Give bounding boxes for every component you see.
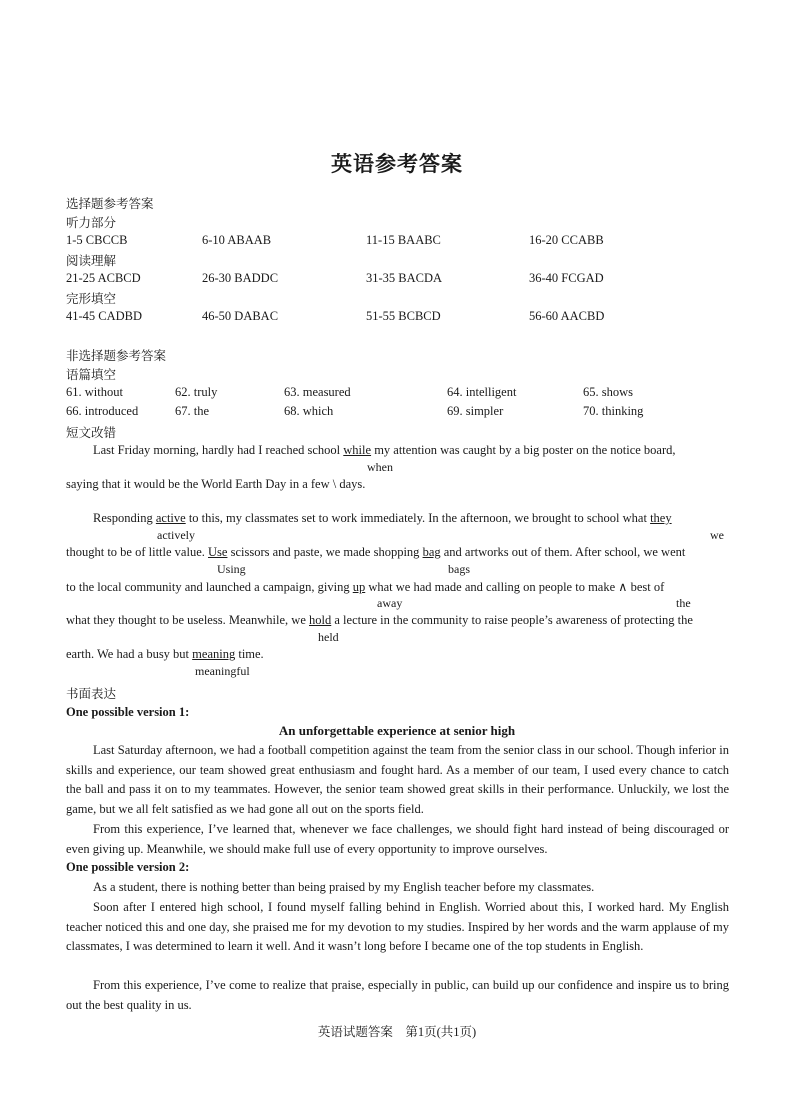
answer-cell: 1-5 CBCCB <box>66 233 128 247</box>
listening-label: 听力部分 <box>66 215 117 230</box>
error-word: up <box>352 580 366 594</box>
correction-fix: we <box>710 528 724 542</box>
version1-label: One possible version 1: <box>66 705 190 719</box>
error-word: they <box>650 511 672 525</box>
cloze-label: 完形填空 <box>66 291 117 306</box>
reading-label: 阅读理解 <box>66 253 117 268</box>
correction-line: Last Friday morning, hardly had I reached school while my attention was caught by a big poster on the notice board, <box>93 443 676 457</box>
answer-cell: 16-20 CCABB <box>529 233 604 247</box>
error-word: meaning <box>192 647 236 661</box>
error-word: Use <box>208 545 228 559</box>
fill-answer: 69. simpler <box>447 404 504 418</box>
grammar-fill-label: 语篇填空 <box>66 367 117 382</box>
correction-line: earth. We had a busy but meaning time. <box>66 647 264 661</box>
error-word: hold <box>309 613 332 627</box>
correction-line: saying that it would be the World Earth Day in a few \ days. <box>66 477 366 491</box>
version2-label: One possible version 2: <box>66 860 190 874</box>
essay-title: An unforgettable experience at senior high <box>278 723 516 738</box>
answer-cell: 46-50 DABAC <box>202 309 279 323</box>
fill-answer: 63. measured <box>284 385 351 399</box>
fill-answer: 62. truly <box>175 385 218 399</box>
error-word: bag <box>422 545 441 559</box>
essay-paragraph: Last Saturday afternoon, we had a football competition against the team from the senior class in our school. Though inferior in skills and experience, our team showed great enthusiasm and fought hard. As a member of our team, I used every chance to catch the ball and pass it on to my teammates. However, the senior team showed great skills in their performance. Unluckily, we lost the game, but we all felt satisfied as we had gone all out on the sports field. <box>66 743 729 816</box>
correction-fix: the <box>676 596 691 610</box>
nonchoice-section-heading: 非选择题参考答案 <box>66 348 167 363</box>
error-word: active <box>155 511 186 525</box>
writing-label: 书面表达 <box>66 686 117 701</box>
correction-fix: Using <box>217 562 246 576</box>
correction-fix: bags <box>448 562 470 576</box>
answer-cell: 21-25 ACBCD <box>66 271 141 285</box>
correction-fix: when <box>367 460 393 474</box>
fill-answer: 66. introduced <box>66 404 139 418</box>
answer-cell: 11-15 BAABC <box>366 233 441 247</box>
fill-answer: 68. which <box>284 404 334 418</box>
choice-section-heading: 选择题参考答案 <box>66 196 154 211</box>
correction-label: 短文改错 <box>66 425 117 440</box>
essay-paragraph: Soon after I entered high school, I found myself falling behind in English. Worried about this, I worked hard. My English teacher noticed this and one day, she praised me for my devotion to my studies. Inspired by her words and the warm applause of my classmates, I was determined to learn it well. And it wasn’t long before I became one of the top students in English. <box>66 900 729 953</box>
answer-cell: 6-10 ABAAB <box>202 233 272 247</box>
correction-fix: away <box>377 596 403 610</box>
answer-cell: 56-60 AACBD <box>529 309 605 323</box>
answer-cell: 41-45 CADBD <box>66 309 143 323</box>
fill-answer: 70. thinking <box>583 404 644 418</box>
fill-answer: 65. shows <box>583 385 634 399</box>
correction-line: to the local community and launched a campaign, giving up what we had made and calling on people to make ∧ best of <box>66 580 665 594</box>
fill-answer: 67. the <box>175 404 210 418</box>
fill-answer: 64. intelligent <box>447 385 517 399</box>
answer-cell: 31-35 BACDA <box>366 271 443 285</box>
correction-fix: held <box>318 630 339 644</box>
correction-line: Responding active to this, my classmates set to work immediately. In the afternoon, we brought to school what they <box>93 511 672 525</box>
correction-fix: meaningful <box>195 664 250 678</box>
answer-cell: 51-55 BCBCD <box>366 309 441 323</box>
essay-paragraph: As a student, there is nothing better than being praised by my English teacher before my classmates. <box>93 880 595 894</box>
page-title: 英语参考答案 <box>331 152 463 176</box>
essay-paragraph: From this experience, I’ve learned that, whenever we face challenges, we should fight hard instead of being discouraged or even giving up. Meanwhile, we should make full use of every opportunity to improve ourselves. <box>66 822 729 856</box>
correction-line: what they thought to be useless. Meanwhile, we hold a lecture in the community to raise people’s awareness of protecting the <box>66 613 693 627</box>
essay-paragraph: From this experience, I’ve come to realize that praise, especially in public, can build up our confidence and inspire us to bring out the best quality in us. <box>66 978 729 1012</box>
fill-answer: 61. without <box>66 385 123 399</box>
page-footer: 英语试题答案 第1页(共1页) <box>317 1025 477 1039</box>
correction-line: thought to be of little value. Use scissors and paste, we made shopping bag and artworks out of them. After school, we went <box>66 545 686 559</box>
insert-caret: ∧ <box>618 580 628 594</box>
delete-mark: \ <box>332 477 337 491</box>
answer-cell: 26-30 BADDC <box>202 271 279 285</box>
error-word: while <box>343 443 372 457</box>
answer-cell: 36-40 FCGAD <box>529 271 604 285</box>
correction-fix: actively <box>157 528 195 542</box>
